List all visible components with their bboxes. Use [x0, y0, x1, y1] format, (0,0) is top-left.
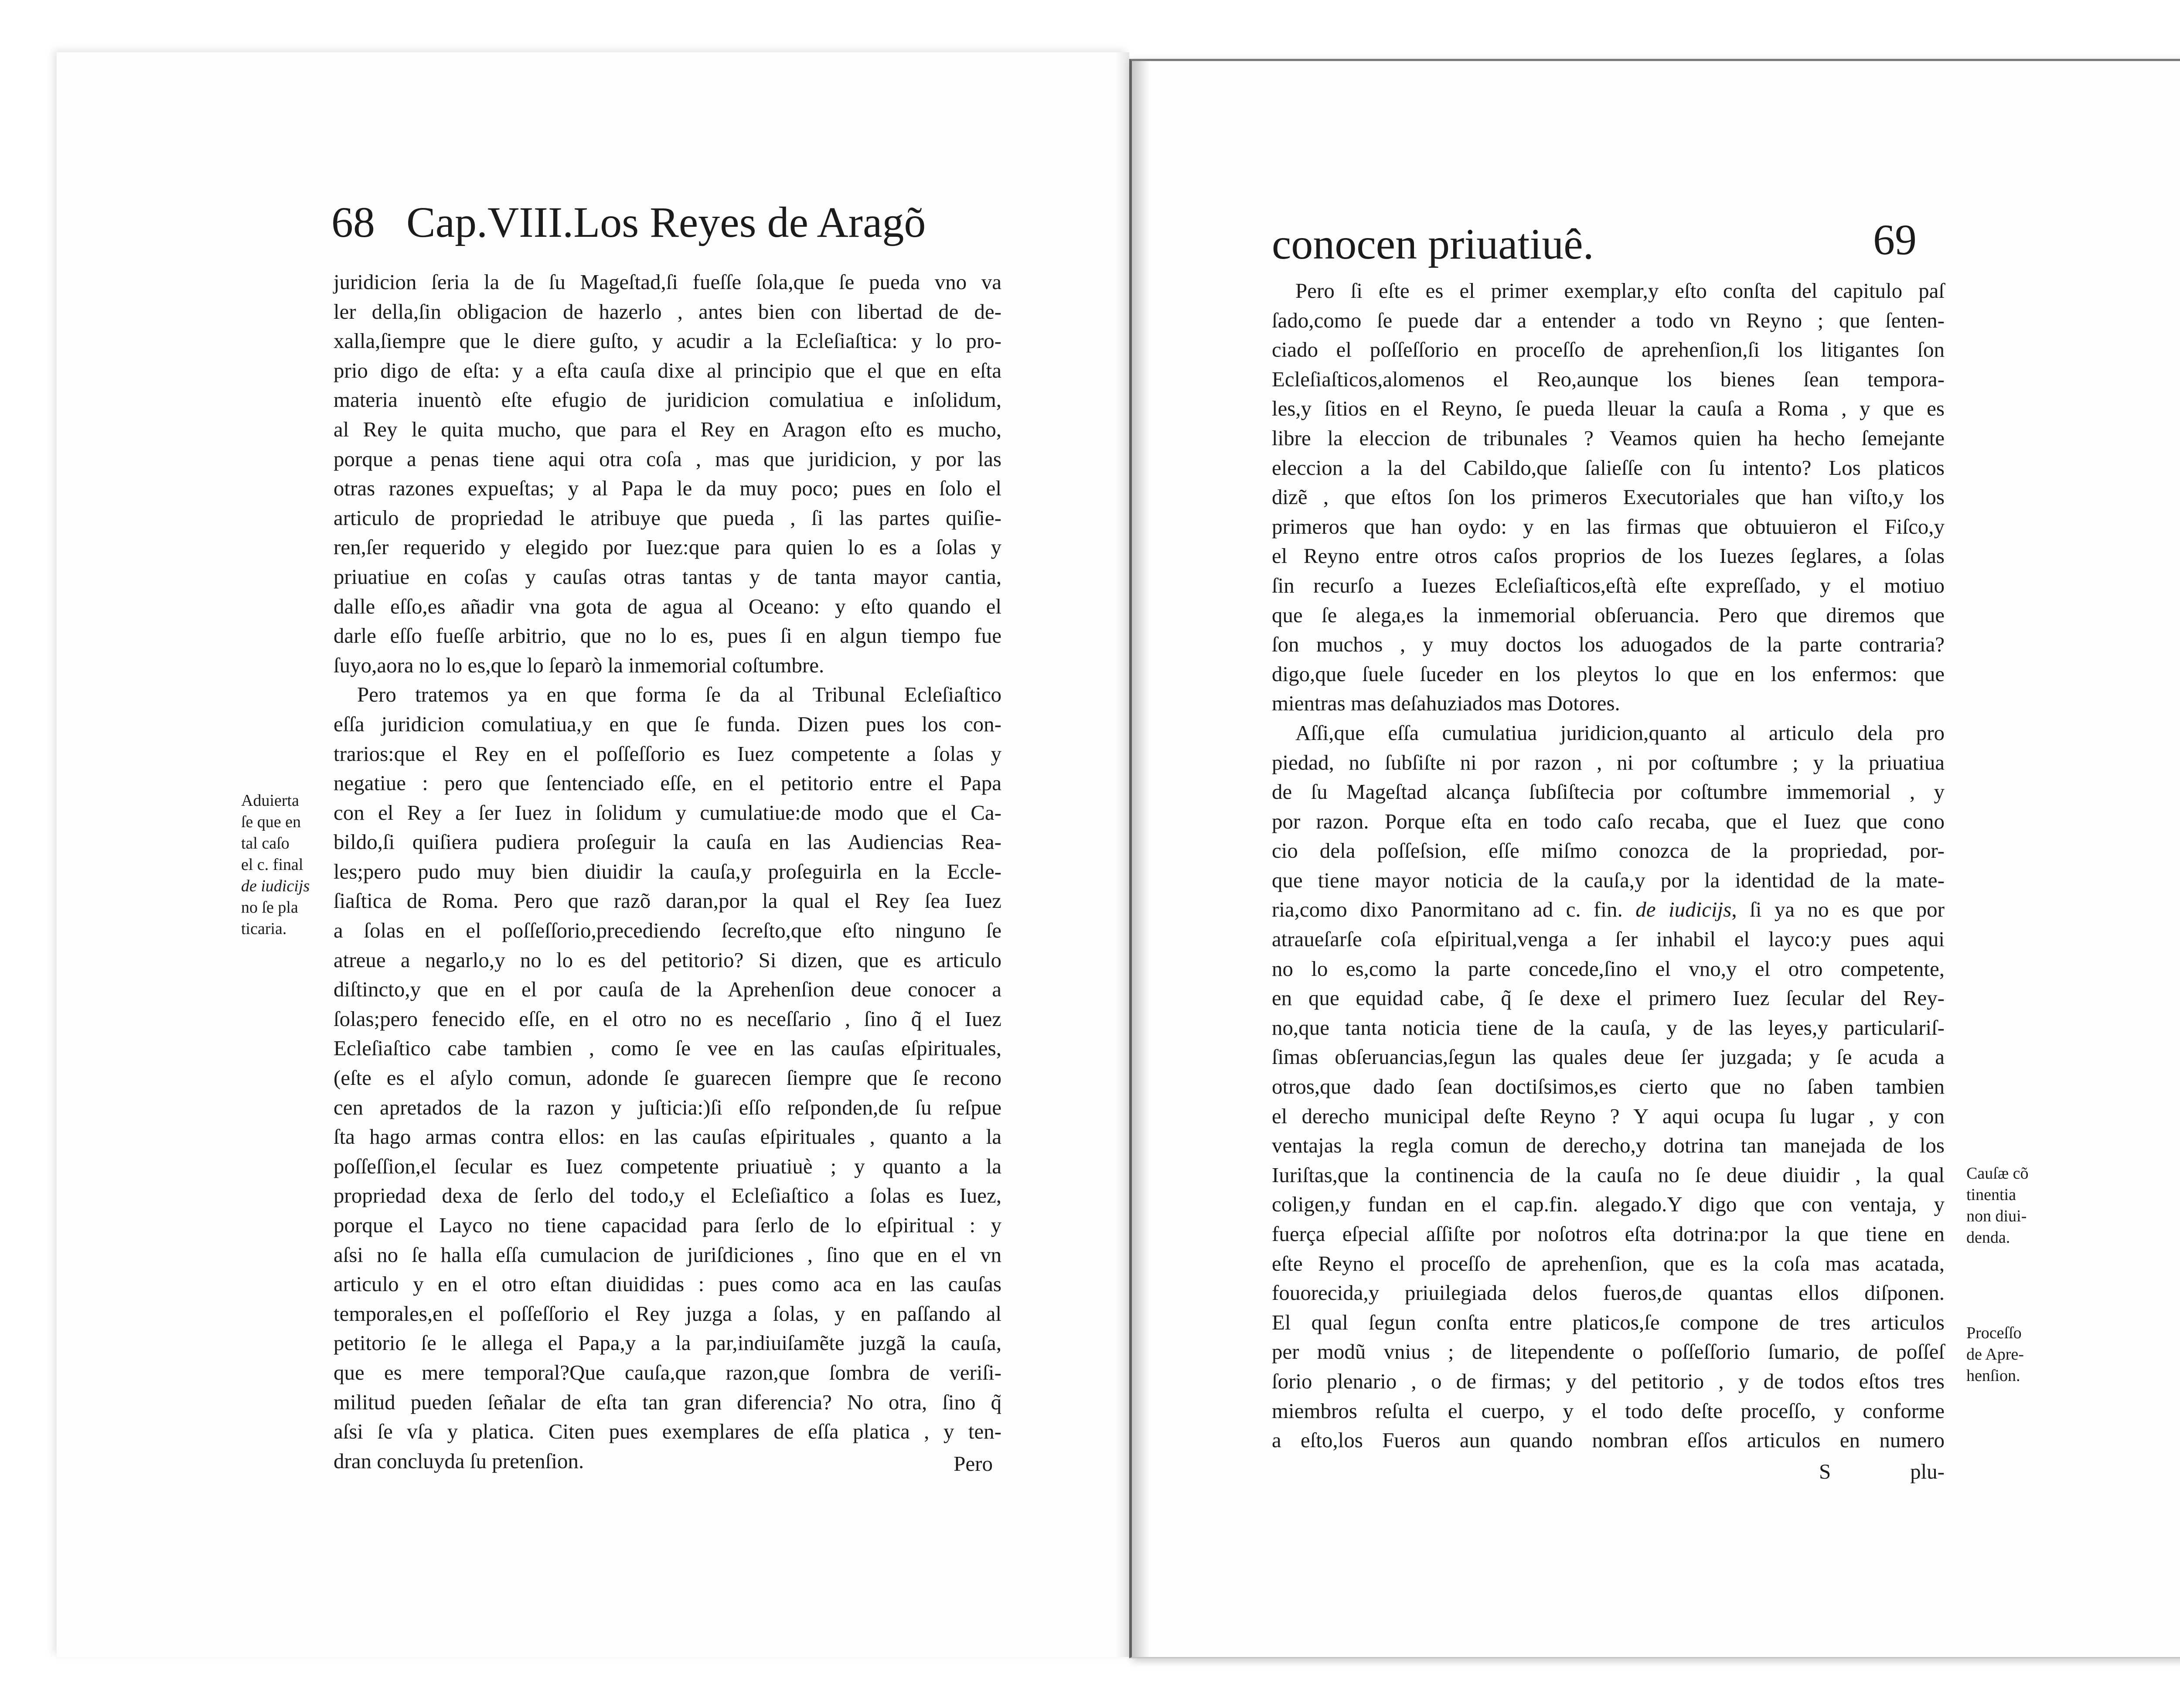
text-line: al Rey le quita mucho, que para el Rey en Aragon eſto es mucho,	[334, 417, 1001, 441]
left-text-block	[334, 267, 1001, 1476]
text-line: ſado,como ſe puede dar a entender a todo vn Reyno ; que ſenten-	[1272, 308, 1945, 332]
margin-note-line: de iudicijs	[241, 877, 310, 895]
margin-note-line: henſion.	[1966, 1367, 2020, 1385]
text-line: no,que tanta noticia tiene de la cauſa, y de las leyes,y particulariſ-	[1272, 1015, 1945, 1040]
text-line: ciado el poſſeſſorio en proceſſo de aprehenſion,ſi los litigantes ſon	[1272, 338, 1945, 362]
text-line: que tiene mayor noticia de la cauſa,y por la identidad de la mate-	[1272, 868, 1945, 892]
text-line: trarios:que el Rey en el poſſeſſorio es Iuez competente a ſolas y	[334, 741, 1001, 766]
text-line: xalla,ſiempre que le diere guſto, y acudir a la Ecleſiaſtica: y lo pro-	[334, 329, 1001, 353]
page-foot	[1272, 1455, 1945, 1485]
text-line: per modũ vnius ; de litependente o poſſeſſorio ſumario, de poſſeſ	[1272, 1340, 1945, 1364]
text-line: no lo es,como la parte concede,ſino el vno,y el otro competente,	[1272, 956, 1945, 981]
text-line: ſuyo,aora no lo es,que lo ſeparò la inmemorial coſtumbre.	[334, 653, 824, 677]
text-line: el Reyno entre otros caſos proprios de los Iuezes ſeglares, a ſolas	[1272, 544, 1945, 568]
text-line: articulo de propriedad le atribuye que pueda , ſi las partes quiſie-	[334, 505, 1001, 530]
text-segment: , ſi ya no es que por	[1731, 897, 1945, 922]
text-line: por razon. Porque eſta en todo caſo recaba, que el Iuez que cono	[1272, 809, 1945, 833]
text-line: Aſſi,que eſſa cumulatiua juridicion,quanto al articulo dela pro	[1295, 720, 1945, 745]
text-line: priuatiue en coſas y cauſas otras tantas y de tanta mayor cantia,	[334, 564, 1001, 589]
margin-note-line: Cauſæ cõ	[1966, 1164, 2029, 1183]
text-line: materia inuentò eſte efugio de juridicion comulatiua e inſolidum,	[334, 388, 1001, 412]
text-line-last	[334, 1446, 1001, 1476]
signature-mark: S	[1819, 1459, 1831, 1483]
text-line: porque a penas tiene aqui otra coſa , mas que juridicion, y por las	[334, 447, 1001, 471]
text-line: articulo y en el otro eſtan diuididas : pues como aca en las cauſas	[334, 1272, 1001, 1296]
running-head-title: Cap.VIII.Los Reyes de Aragõ	[406, 198, 926, 246]
text-line: otros,que dado ſean doctiſsimos,es cierto que no ſaben tambien	[1272, 1074, 1945, 1099]
text-line: coligen,y fundan en el cap.fin. alegado.Y digo que con ventaja, y	[1272, 1192, 1945, 1217]
text-line: Pero tratemos ya en que forma ſe da al Tribunal Ecleſiaſtico	[357, 682, 1001, 707]
text-line: El qual ſegun conſta entre platicos,ſe compone de tres articulos	[1272, 1310, 1945, 1334]
text-line: Iuriſtas,que la continencia de la cauſa no ſe deue diuidir , la qual	[1272, 1163, 1945, 1187]
text-line: poſſeſſion,el ſecular es Iuez competente priuatiuè ; y quanto a la	[334, 1154, 1001, 1178]
right-page	[1129, 59, 2180, 1658]
running-head-title: conocen priuatiuê.	[1272, 220, 1594, 268]
margin-note-line: el c. final	[241, 856, 303, 874]
text-line: miembros reſulta el cuerpo, y el todo deſte proceſſo, y conforme	[1272, 1398, 1945, 1423]
margin-note-line: no ſe pla	[241, 898, 298, 917]
text-line: libre la eleccion de tribunales ? Veamos quien ha hecho ſemejante	[1272, 426, 1945, 450]
text-line: que es mere temporal?Que cauſa,que razon,que ſombra de veriſi-	[334, 1360, 1001, 1384]
text-line: ſon muchos , y muy doctos los aduogados de la parte contraria?	[1272, 632, 1945, 657]
text-line: aſsi ſe vſa y platica. Citen pues exemplares de eſſa platica , y ten-	[334, 1419, 1001, 1444]
catchword: Pero	[954, 1451, 993, 1476]
text-line: (eſte es el aſylo comun, adonde ſe guarecen ſiempre que ſe recono	[334, 1066, 1001, 1090]
text-line: ren,ſer requerido y elegido por Iuez:que para quien lo es a ſolas y	[334, 535, 1001, 559]
text-line: atreue a negarlo,y no lo es del petitorio? Si dizen, que es articulo	[334, 948, 1001, 972]
text-line: propriedad dexa de ſerlo del todo,y el Ecleſiaſtico a ſolas es Iuez,	[334, 1183, 1001, 1208]
text-line: bildo,ſi quiſiera pudiera proſeguir la cauſa en las Audiencias Rea-	[334, 830, 1001, 854]
text-line: fuerça eſpecial aſſiſte por noſotros eſta dotrina:por la que tiene en	[1272, 1222, 1945, 1246]
text-line: porque el Layco no tiene capacidad para ſerlo de lo eſpiritual : y	[334, 1213, 1001, 1237]
text-line: dran concluyda ſu pretenſion.	[334, 1449, 584, 1473]
text-line	[1272, 895, 1945, 924]
text-line: prio digo de eſta: y a eſta cauſa dixe al principio que el que en eſta	[334, 358, 1001, 382]
text-line: eſſa juridicion comulatiua,y en que ſe funda. Dizen pues los con-	[334, 712, 1001, 736]
text-line: en que equidad cabe, q̃ ſe dexe el primero Iuez ſecular del Rey-	[1272, 986, 1945, 1010]
page-number: 68	[331, 198, 375, 246]
text-line: darle eſſo fueſſe arbitrio, que no lo es, pues ſi en algun tiempo fue	[334, 624, 1001, 648]
margin-note	[1966, 1323, 2040, 1387]
text-line: el derecho municipal deſte Reyno ? Y aqui ocupa ſu lugar , y con	[1272, 1104, 1945, 1128]
margin-note	[1966, 1163, 2040, 1248]
text-line: de ſu Mageſtad alcança ſubſiſtecia por coſtumbre immemorial , y	[1272, 780, 1945, 804]
page-number: 69	[1873, 215, 1917, 264]
text-line: mientras mas deſahuziados mas Dotores.	[1272, 691, 1620, 716]
text-line: a eſto,los Fueros aun quando nombran eſſos articulos en numero	[1272, 1428, 1945, 1452]
text-line: ler della,ſin obligacion de hazerlo , antes bien con libertad de de-	[334, 299, 1001, 324]
text-line: dalle eſſo,es añadir vna gota de agua al Oceano: y eſto quando el	[334, 594, 1001, 618]
text-line: militud pueden ſeñalar de eſta tan gran diferencia? No otra, ſino q̃	[334, 1390, 1001, 1414]
margin-note	[241, 790, 328, 940]
text-line: cio dela poſſeſsion, eſſe miſmo conozca de la propriedad, por-	[1272, 839, 1945, 863]
text-line: otras razones expueſtas; y al Papa le da muy poco; pues en ſolo el	[334, 476, 1001, 501]
text-line: con el Rey a ſer Iuez in ſolidum y cumulatiue:de modo que el Ca-	[334, 800, 1001, 825]
text-line: Pero ſi eſte es el primer exemplar,y eſto conſta del capitulo paſ	[1295, 279, 1945, 303]
text-line: les;pero pudo muy bien diuidir la cauſa,y proſeguirla en la Eccle-	[334, 859, 1001, 883]
text-line: les,y ſitios en el Reyno, ſe pueda lleuar la cauſa a Roma , y que es	[1272, 396, 1945, 421]
catchword: plu-	[1910, 1459, 1945, 1483]
text-line: eleccion a la del Cabildo,que ſalieſſe con ſu intento? Los platicos	[1272, 455, 1945, 480]
margin-note-line: ticaria.	[241, 920, 287, 938]
text-line: petitorio ſe le allega el Papa,y a la par,indiuiſamẽte juzgã la cauſa,	[334, 1331, 1001, 1355]
margin-note-line: de Apre-	[1966, 1345, 2024, 1364]
citation-italic: de iudicijs	[1635, 897, 1732, 922]
text-line: cen apretados de la razon y juſticia:)ſi eſſo reſponden,de ſu reſpue	[334, 1095, 1001, 1119]
margin-note-line: Aduierta	[241, 791, 299, 810]
text-line: eſte Reyno el proceſſo de aprehenſion, que es la coſa mas acatada,	[1272, 1251, 1945, 1275]
margin-note-line: tinentia	[1966, 1186, 2016, 1204]
text-line: Ecleſiaſtico cabe tambien , como ſe vee en las cauſas eſpirituales,	[334, 1036, 1001, 1060]
running-head	[331, 196, 926, 249]
text-line: ventajas la regla comun de derecho,y dotrina tan manejada de los	[1272, 1133, 1945, 1158]
text-line: ſin recurſo a Iuezes Ecleſiaſticos,eſtà eſte expreſſado, y el motiuo	[1272, 573, 1945, 597]
text-line: piedad, no ſubſiſte ni por razon , ni por coſtumbre ; y la priuatiua	[1272, 750, 1945, 774]
text-line: ſta hago armas contra ellos: en las cauſas eſpirituales , quanto a la	[334, 1125, 1001, 1149]
text-line: que ſe alega,es la inmemorial obſeruancia. Pero que diremos que	[1272, 603, 1945, 627]
text-line: a ſolas en el poſſeſſorio,precediendo ſecreſto,que eſto ninguno ſe	[334, 918, 1001, 943]
text-line: negatiue : pero que ſentenciado eſſe, en el petitorio entre el Papa	[334, 771, 1001, 795]
text-line: Ecleſiaſticos,alomenos el Reo,aunque los bienes ſean tempora-	[1272, 367, 1945, 391]
left-page	[57, 52, 1129, 1657]
text-line: atraueſarſe coſa eſpiritual,venga a ſer inhabil el layco:y pues aqui	[1272, 927, 1945, 951]
text-line: fouorecida,y priuilegiada delos fueros,de quantas ellos diſponen.	[1272, 1281, 1945, 1305]
text-line: primeros que han oydo: y en las firmas que obtuuieron el Fiſco,y	[1272, 514, 1945, 539]
text-line: ſiaſtica de Roma. Pero que razõ daran,por la qual el Rey ſea Iuez	[334, 889, 1001, 913]
margin-note-line: tal caſo	[241, 834, 290, 852]
text-line: temporales,en el poſſeſſorio el Rey juzga a ſolas, y en paſſando al	[334, 1301, 1001, 1326]
margin-note-line: Proceſſo	[1966, 1324, 2022, 1342]
text-line: ſimas obſeruancias,ſegun las quales deue ſer juzgada; y ſe acuda a	[1272, 1045, 1945, 1069]
text-line: ſolas;pero fenecido eſſe, en el otro no es neceſſario , ſino q̃ el Iuez	[334, 1006, 1001, 1031]
margin-note-line: ſe que en	[241, 813, 301, 831]
text-line: aſsi no ſe halla eſſa cumulacion de juriſdiciones , ſino que en el vn	[334, 1242, 1001, 1267]
gutter-shadow	[1132, 61, 1149, 1657]
text-line: juridicion ſeria la de ſu Mageſtad,ſi fueſſe ſola,que ſe pueda vno va	[334, 270, 1001, 294]
gutter-shadow	[1116, 52, 1129, 1657]
right-text-block	[1272, 276, 1945, 1484]
text-segment: ria,como dixo Panormitano ad c. fin.	[1272, 897, 1636, 922]
margin-note-line: denda.	[1966, 1228, 2010, 1247]
text-line: dizẽ , que eſtos ſon los primeros Executoriales que han viſto,y los	[1272, 485, 1945, 509]
text-line: diſtincto,y que en el por cauſa de la Aprehenſion deue conocer a	[334, 977, 1001, 1002]
text-line: digo,que ſuele ſuceder en los pleytos lo que en los enfermos: que	[1272, 661, 1945, 686]
text-line: ſorio plenario , o de firmas; y del petitorio , y de todos eſtos tres	[1272, 1369, 1945, 1393]
margin-note-line: non diui-	[1966, 1207, 2027, 1225]
